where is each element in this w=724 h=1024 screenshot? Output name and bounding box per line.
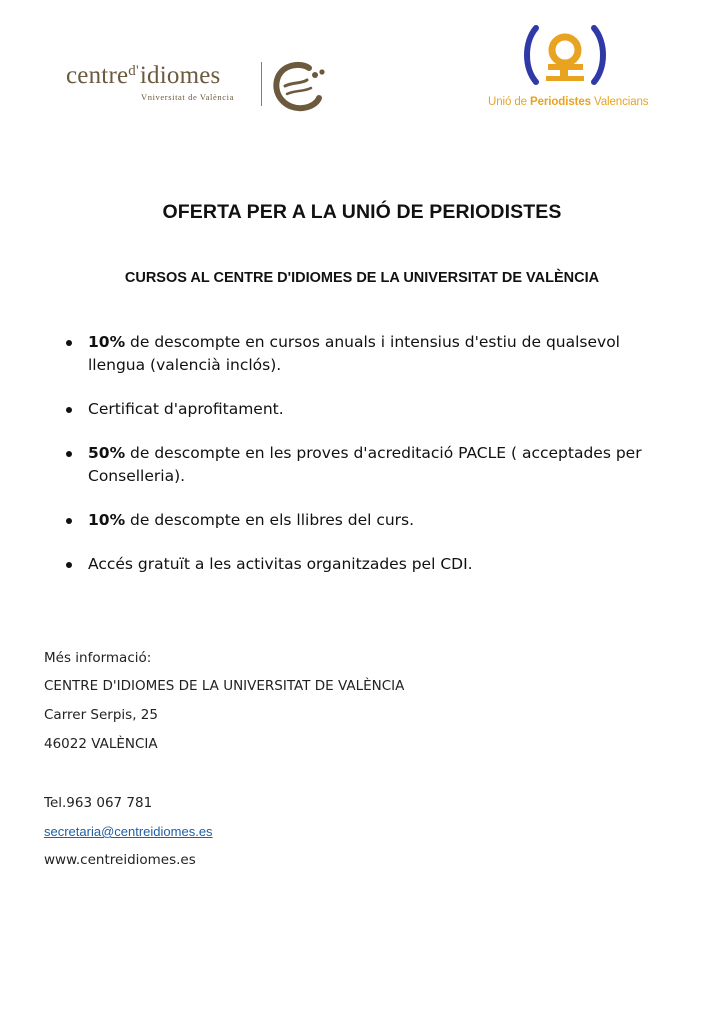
contact-email-link[interactable]: secretaria@centreidiomes.es [44, 824, 213, 839]
contact-website: www.centreidiomes.es [44, 852, 196, 868]
bullet-dot-icon [66, 562, 72, 568]
bullet-dot-icon [66, 407, 72, 413]
offer-item [64, 553, 674, 576]
offer-text: Certificat d'aprofitament. [88, 400, 284, 418]
upv-name-suffix: Valencians [590, 96, 649, 108]
offer-item [64, 331, 674, 377]
contact-phone: Tel.963 067 781 [44, 795, 153, 811]
wordmark-idiomes: idiomes [139, 62, 221, 89]
centre-idiomes-wordmark [66, 62, 220, 90]
contact-city: 46022 VALÈNCIA [44, 736, 158, 752]
offer-text: de descompte en els llibres del curs. [125, 511, 415, 529]
bullet-dot-icon [66, 518, 72, 524]
offer-list [64, 331, 674, 597]
offer-highlight: 10% [88, 511, 126, 529]
offer-text: de descompte en cursos anuals i intensius d'estiu de qualsevol llengua (valencià inclós). [88, 333, 620, 374]
page-title: OFERTA PER A LA UNIÓ DE PERIODISTES [162, 201, 562, 223]
page-subtitle: CURSOS AL CENTRE D'IDIOMES DE LA UNIVERSITAT DE VALÈNCIA [124, 270, 600, 286]
contact-organization: CENTRE D'IDIOMES DE LA UNIVERSITAT DE VALÈNCIA [44, 678, 405, 694]
university-subtitle: Vniversitat de València [141, 92, 234, 102]
bullet-dot-icon [66, 451, 72, 457]
contact-street: Carrer Serpis, 25 [44, 707, 158, 723]
contact-intro: Més informació: [44, 650, 152, 666]
offer-text: de descompte en les proves d'acreditació PACLE ( acceptades per Conselleria). [88, 444, 642, 485]
offer-item [64, 509, 674, 532]
offer-item [64, 442, 674, 488]
unio-periodistes-emblem-icon [522, 24, 608, 86]
bullet-dot-icon [66, 340, 72, 346]
upv-name-bold: Periodistes [530, 96, 591, 108]
wordmark-centre: centre [66, 62, 129, 89]
logo-divider [261, 62, 262, 106]
unio-periodistes-name [488, 96, 648, 108]
centre-idiomes-logo [62, 58, 327, 110]
offer-text: Accés gratuït a les activitas organitzades pel CDI. [88, 555, 473, 573]
wordmark-apostrophe: d' [128, 63, 139, 79]
cdi-emblem-icon [271, 60, 327, 112]
offer-highlight: 50% [88, 444, 126, 462]
offer-item [64, 398, 674, 421]
offer-highlight: 10% [88, 333, 126, 351]
unio-periodistes-logo [484, 24, 674, 114]
upv-name-prefix: Unió de [488, 96, 531, 108]
